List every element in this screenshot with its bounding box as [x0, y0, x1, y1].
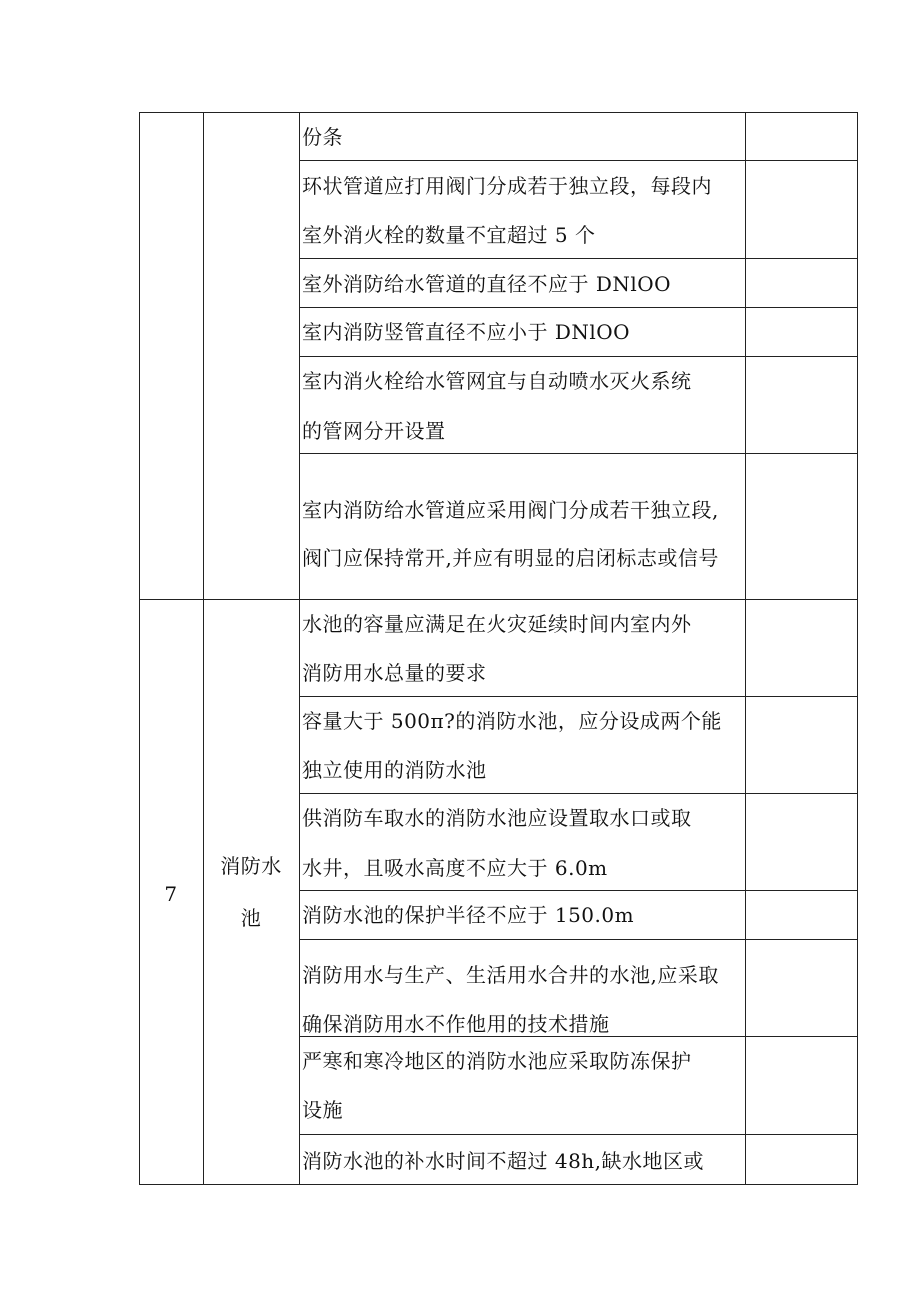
item-text: 室内消防给水管道应采用阀门分成若干独立段, — [302, 498, 719, 522]
item-name: 池 — [240, 906, 262, 930]
item-text: 消防水池的保护半径不应于 150.0m — [302, 903, 635, 927]
item-text: 供消防车取水的消防水池应设置取水口或取 — [302, 806, 692, 830]
item-text: 水池的容量应满足在火灾延续时间内室内外 — [302, 612, 692, 636]
item-text: 消防用水与生产、生活用水合井的水池,应采取 — [302, 963, 719, 987]
section-divider — [139, 599, 858, 600]
item-text: 室外消防给水管道的直径不应于 DNlOO — [302, 272, 672, 296]
row-line — [299, 696, 858, 697]
col-line-content — [745, 112, 746, 1185]
row-line — [299, 793, 858, 794]
item-text: 确保消防用水不作他用的技术措施 — [302, 1012, 610, 1036]
row-number: 7 — [164, 882, 178, 906]
row-line — [299, 1134, 858, 1135]
item-text: 独立使用的消防水池 — [302, 758, 487, 782]
row-line — [299, 258, 858, 259]
row-line — [299, 356, 858, 357]
item-text: 环状管道应打用阀门分成若于独立段，每段内 — [302, 174, 712, 198]
col-line-number — [203, 112, 204, 1185]
item-text: 严寒和寒冷地区的消防水池应采取防冻保护 — [302, 1049, 692, 1073]
item-text: 消防用水总量的要求 — [302, 661, 487, 685]
item-name: 消防水 — [220, 854, 282, 878]
item-text: 的管网分开设置 — [302, 419, 446, 443]
item-text: 份条 — [302, 125, 343, 149]
item-text: 消防水池的补水时间不超过 48h,缺水地区或 — [302, 1149, 705, 1173]
col-line-right — [857, 112, 858, 1185]
item-text: 阀门应保持常开,并应有明显的启闭标志或信号 — [302, 546, 719, 570]
item-text: 室外消火栓的数量不宜超过 5 个 — [302, 223, 596, 247]
item-text: 室内消防竖管直径不应小于 DNlOO — [302, 320, 631, 344]
row-line-bottom — [139, 1184, 858, 1185]
item-text: 水井，且吸水高度不应大于 6.0m — [302, 856, 608, 880]
col-line-item — [299, 112, 300, 1185]
col-line-left — [139, 112, 140, 1185]
row-line — [299, 453, 858, 454]
row-line-top — [139, 112, 858, 113]
row-line — [299, 160, 858, 161]
item-text: 容量大于 500π?的消防水池，应分设成两个能 — [302, 709, 722, 733]
row-line — [299, 307, 858, 308]
row-line — [299, 890, 858, 891]
item-text: 设施 — [302, 1098, 343, 1122]
row-line — [299, 939, 858, 940]
item-text: 室内消火栓给水管网宜与自动喷水灭火系统 — [302, 369, 692, 393]
